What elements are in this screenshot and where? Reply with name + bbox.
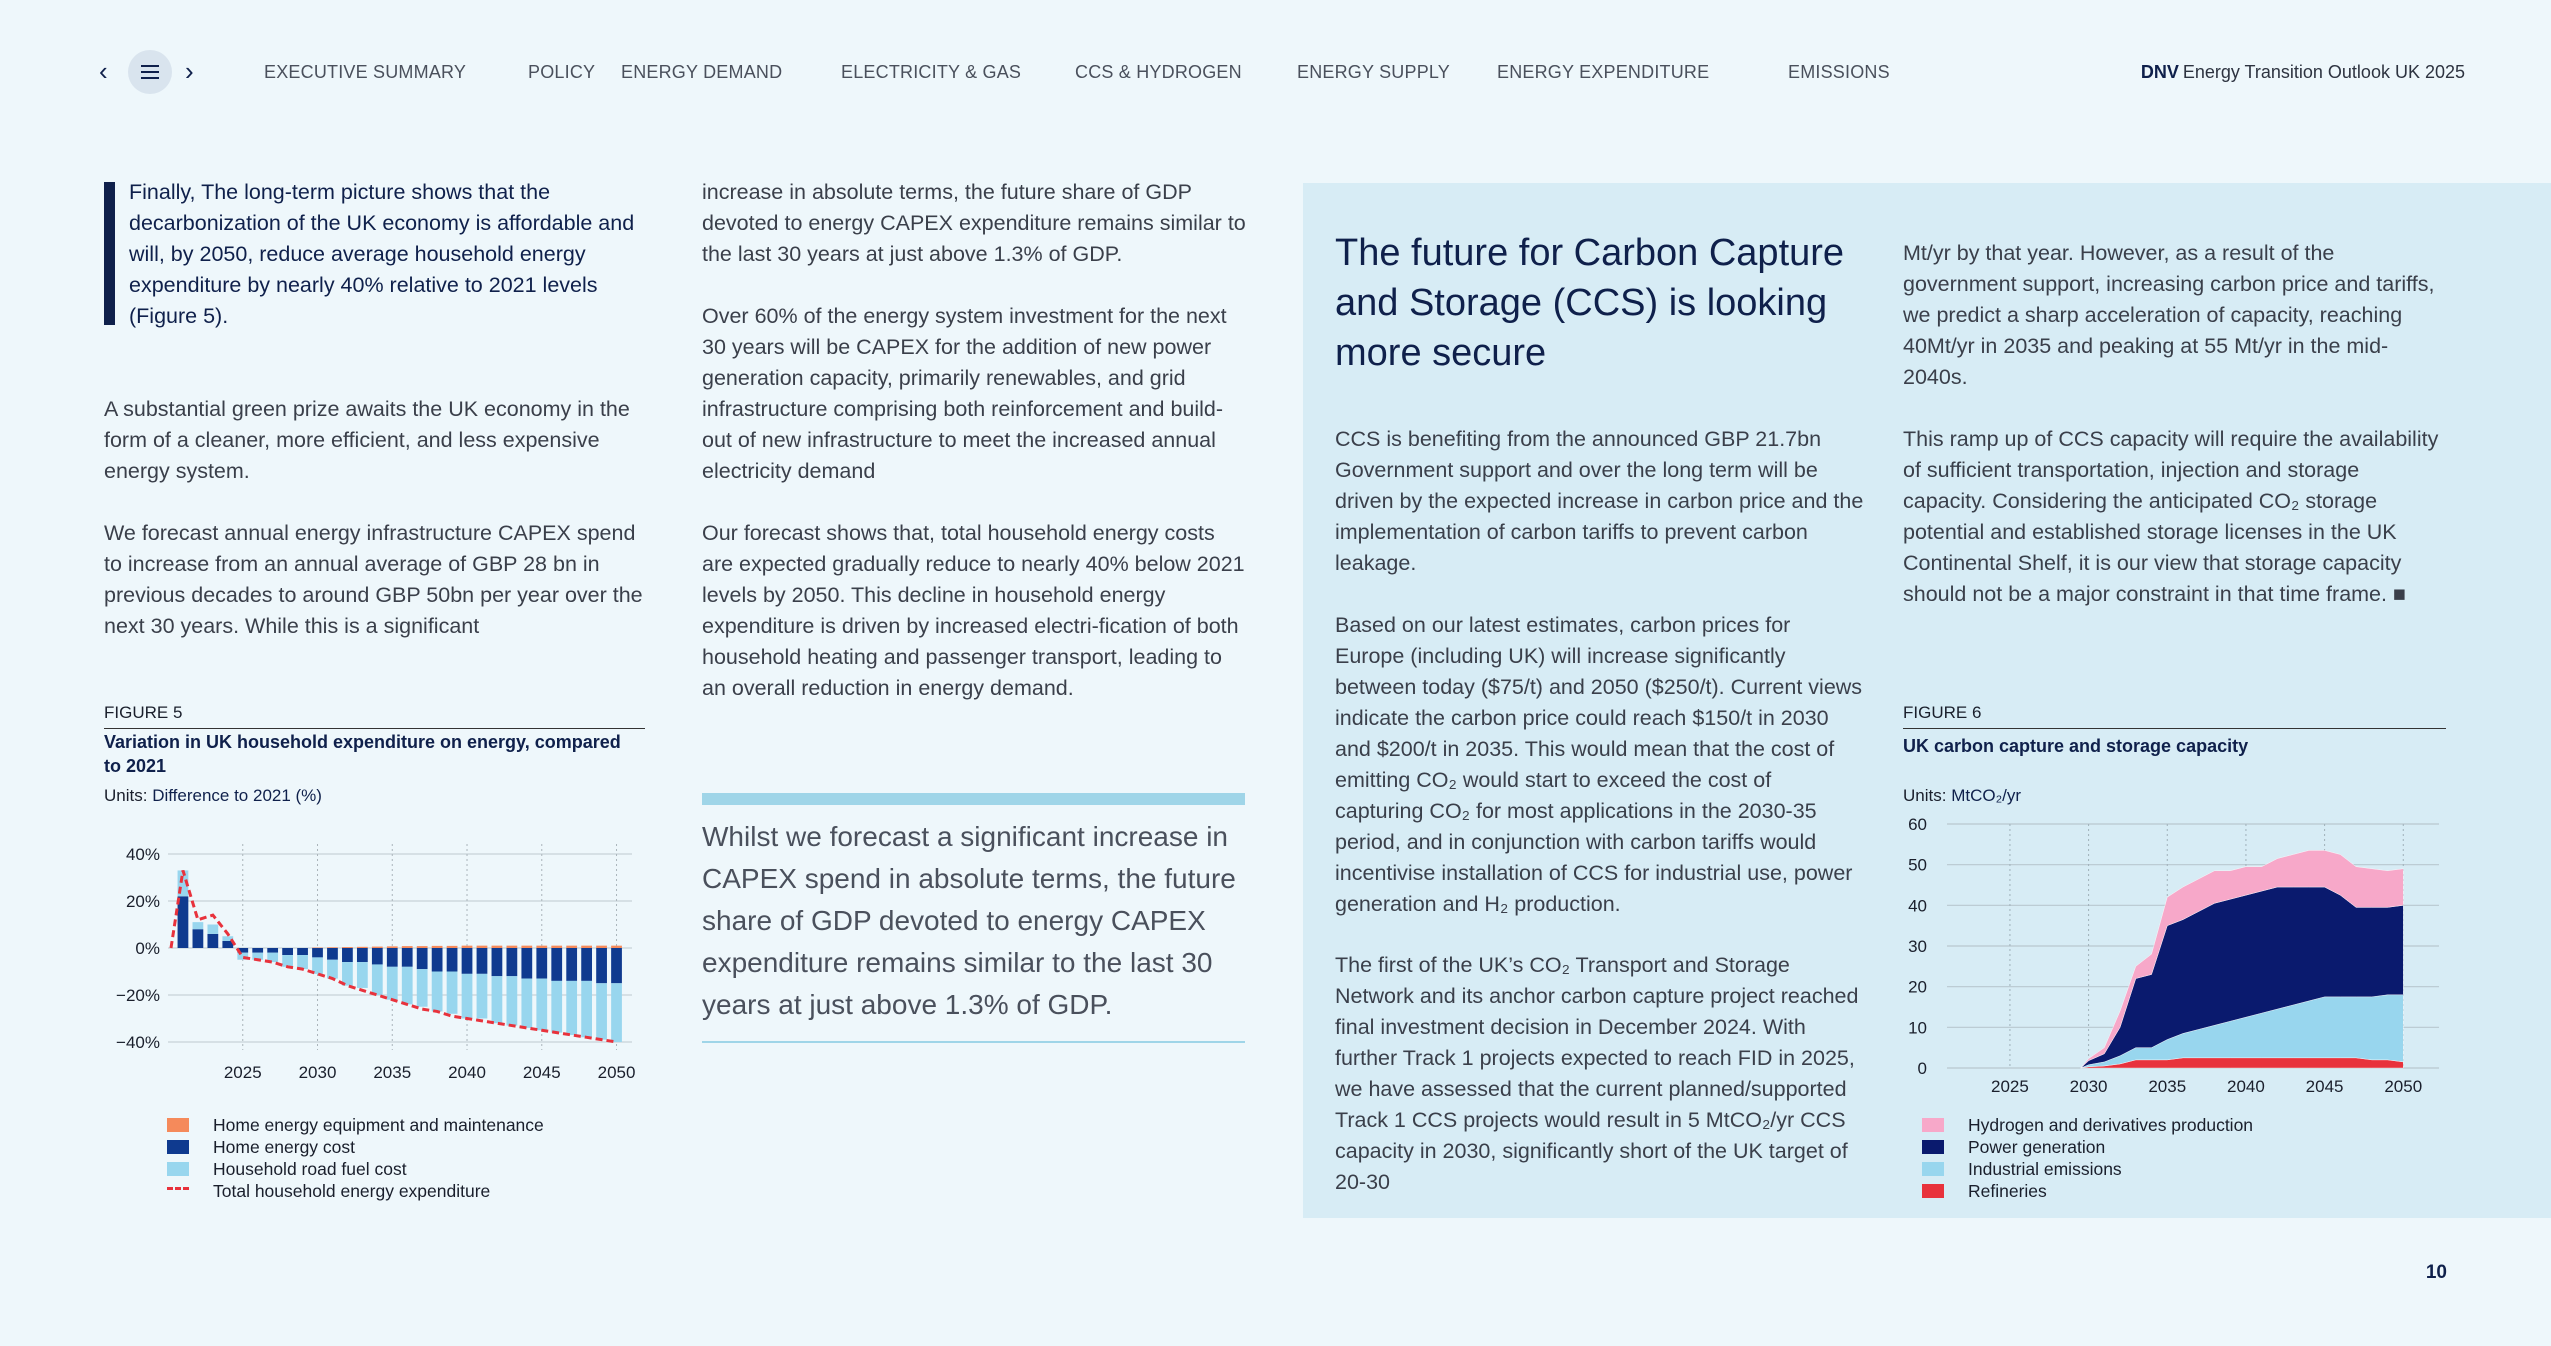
chevron-right-icon[interactable]: › bbox=[185, 56, 194, 86]
figure6-legend bbox=[1922, 1115, 2402, 1207]
legend-item: Home energy equipment and maintenance bbox=[213, 1115, 544, 1135]
bar-segment bbox=[252, 948, 263, 953]
bar-segment bbox=[327, 948, 338, 960]
x-tick-label: 2030 bbox=[298, 1063, 337, 1082]
figure6-chart bbox=[1903, 810, 2448, 1100]
legend-item: Home energy cost bbox=[213, 1137, 356, 1157]
bar-segment bbox=[327, 960, 338, 979]
brand-title[interactable] bbox=[2141, 62, 2465, 83]
bar-segment bbox=[611, 946, 622, 948]
bar-segment bbox=[207, 934, 218, 948]
figure5-label: FIGURE 5 bbox=[104, 703, 183, 722]
y-tick-label: 0% bbox=[135, 939, 160, 958]
col4-paragraph-1: Mt/yr by that year. However, as a result of the government support, increasing carbon price and tariffs, we predict a sharp acceleration of capacity, reaching 40Mt/yr in 2035 and peaking at 55 Mt/yr in the mid-2040s. bbox=[1903, 241, 2435, 389]
bar-segment bbox=[492, 946, 503, 948]
bar-segment bbox=[611, 983, 622, 1042]
col1-paragraph-2: We forecast annual energy infrastructure CAPEX spend to increase from an annual average of GBP 28 bn in previous decades to around GBP 50bn per year over the next 30 years. While this is a significant bbox=[104, 521, 643, 638]
bar-segment bbox=[357, 948, 368, 962]
bar-segment bbox=[282, 955, 293, 967]
y-tick-label: 10 bbox=[1908, 1018, 1927, 1038]
bar-segment bbox=[566, 948, 577, 981]
col1-paragraph-1: A substantial green prize awaits the UK economy in the form of a cleaner, more efficient, and less expensive energy system. bbox=[104, 397, 630, 483]
bar-segment bbox=[297, 948, 308, 955]
col3-paragraph-1: CCS is benefiting from the announced GBP 21.7bn Government support and over the long term will be driven by the expected increase in carbon price and the implementation of carbon tariffs to prevent carbon leakage. bbox=[1335, 427, 1864, 575]
bar-segment bbox=[536, 946, 547, 948]
bar-segment bbox=[207, 925, 218, 934]
pullquote-top-rule bbox=[702, 793, 1245, 805]
y-tick-label: 20 bbox=[1908, 977, 1927, 997]
legend-item: Total household energy expenditure bbox=[213, 1181, 491, 1201]
bar-segment bbox=[342, 948, 353, 962]
top-navigation bbox=[95, 50, 2465, 92]
bar-segment bbox=[581, 946, 592, 948]
y-tick-label: 20% bbox=[125, 892, 160, 911]
bar-segment bbox=[581, 948, 592, 981]
bar-segment bbox=[402, 948, 413, 967]
figure5-chart bbox=[104, 820, 649, 1100]
legend-item: Power generation bbox=[1968, 1137, 2106, 1157]
bar-segment bbox=[193, 922, 204, 929]
pullquote: Whilst we forecast a significant increase in CAPEX spend in absolute terms, the future share of GDP devoted to energy CAPEX expenditure remains similar to the last 30 years at just above 1.3% of GDP. bbox=[702, 821, 1236, 1020]
bar-segment bbox=[402, 967, 413, 1005]
bar-segment bbox=[193, 929, 204, 948]
x-tick-label: 2035 bbox=[2148, 1077, 2187, 1096]
bar-segment bbox=[447, 948, 458, 972]
bar-segment bbox=[312, 948, 323, 957]
quote-accent-bar bbox=[104, 182, 115, 325]
tab-policy[interactable]: POLICY bbox=[528, 62, 596, 82]
x-tick-label: 2045 bbox=[2305, 1077, 2344, 1096]
bar-segment bbox=[506, 976, 517, 1025]
y-tick-label: 30 bbox=[1908, 937, 1927, 956]
bar-segment bbox=[551, 946, 562, 948]
bar-segment bbox=[357, 962, 368, 988]
x-tick-label: 2030 bbox=[2069, 1077, 2108, 1096]
x-tick-label: 2040 bbox=[448, 1063, 486, 1082]
col2-paragraph-1: increase in absolute terms, the future share of GDP devoted to energy CAPEX expenditure remains similar to the last 30 years at just above 1.3% of GDP. bbox=[702, 180, 1246, 266]
bar-segment bbox=[417, 946, 428, 948]
dnv-logo: DNV bbox=[2140, 62, 2179, 82]
bar-segment bbox=[566, 981, 577, 1035]
bar-segment bbox=[432, 972, 443, 1012]
figure5-rule bbox=[104, 728, 645, 729]
figure5-title: Variation in UK household expenditure on energy, compared to 2021 bbox=[104, 732, 621, 776]
legend-swatch-power bbox=[1922, 1140, 1944, 1154]
col2-paragraph-3: Our forecast shows that, total household energy costs are expected gradually reduce to nearly 40% below 2021 levels by 2050. This decline in household energy expenditure is driven by increased electri-fication of both household heating and passenger transport, leading to an overall reduction in energy demand. bbox=[702, 521, 1245, 700]
tab-energy-supply[interactable]: ENERGY SUPPLY bbox=[1297, 62, 1450, 82]
tab-energy-expenditure[interactable]: ENERGY EXPENDITURE bbox=[1497, 62, 1710, 82]
legend-swatch-home-energy bbox=[167, 1140, 189, 1154]
figure6-label: FIGURE 6 bbox=[1903, 703, 1982, 722]
bar-segment bbox=[536, 948, 547, 979]
bar-segment bbox=[267, 948, 278, 953]
bar-segment bbox=[551, 948, 562, 981]
figure5-legend bbox=[167, 1115, 647, 1207]
legend-swatch-refineries bbox=[1922, 1184, 1944, 1198]
legend-swatch-hydrogen bbox=[1922, 1118, 1944, 1132]
y-tick-label: −40% bbox=[116, 1033, 160, 1052]
figure6-units: Units: MtCO₂/yr bbox=[1903, 786, 2022, 805]
bar-segment bbox=[372, 948, 383, 964]
bar-segment bbox=[342, 947, 353, 948]
bar-segment bbox=[596, 983, 607, 1039]
bar-segment bbox=[581, 981, 592, 1037]
legend-swatch-industrial bbox=[1922, 1162, 1944, 1176]
legend-item: Hydrogen and derivatives production bbox=[1968, 1115, 2254, 1135]
bar-segment bbox=[447, 972, 458, 1014]
x-tick-label: 2050 bbox=[2384, 1077, 2423, 1096]
bar-segment bbox=[477, 946, 488, 948]
bar-segment bbox=[387, 946, 398, 948]
bar-segment bbox=[596, 948, 607, 983]
bar-segment bbox=[521, 979, 532, 1028]
bar-segment bbox=[372, 964, 383, 995]
bar-segment bbox=[506, 948, 517, 976]
bar-segment bbox=[327, 947, 338, 948]
figure6-title: UK carbon capture and storage capacity bbox=[1903, 736, 2249, 756]
legend-item: Industrial emissions bbox=[1968, 1159, 2122, 1179]
bar-segment bbox=[357, 947, 368, 948]
ccs-heading: The future for Carbon Capture and Storage (CCS) is looking more secure bbox=[1335, 232, 1845, 374]
legend-swatch-total bbox=[167, 1187, 189, 1190]
col3-paragraph-2: Based on our latest estimates, carbon prices for Europe (including UK) will increase significantly between today ($75/t) and 2050 ($250/t). Current views indicate the carbon price could reach $150/t in 2030 and $200/t in 2035. This would mean that the cost of emitting CO₂ would start to exceed the cost of capturing CO₂ for most applications in the 2030-35 period, and in conjunction with carbon tariffs would incentivise installation of CCS for industrial use, power generation and H₂ production. bbox=[1335, 613, 1863, 916]
y-tick-label: −20% bbox=[116, 986, 160, 1005]
x-tick-label: 2050 bbox=[597, 1063, 636, 1082]
bar-segment bbox=[312, 948, 323, 949]
col2-paragraph-2: Over 60% of the energy system investment for the next 30 years will be CAPEX for the addition of new power generation capacity, primarily renewables, and grid infrastructure comprising both reinforcement and build-out of new infrastructure to meet the increased annual electricity demand bbox=[702, 304, 1227, 483]
tab-executive-summary[interactable]: EXECUTIVE SUMMARY bbox=[264, 62, 467, 82]
bar-segment bbox=[596, 946, 607, 948]
bar-segment bbox=[462, 946, 473, 948]
pullquote-bottom-rule bbox=[702, 1041, 1245, 1043]
bar-segment bbox=[462, 974, 473, 1019]
x-tick-label: 2025 bbox=[1991, 1077, 2029, 1096]
col4-paragraph-2: This ramp up of CCS capacity will require the availability of sufficient transportation, injection and storage capacity. Considering the anticipated CO₂ storage potential and established storage licenses in the UK Continental Shelf, it is our view that storage capacity should not be a major constraint in that time frame. ■ bbox=[1903, 427, 2439, 606]
bar-segment bbox=[432, 948, 443, 972]
bar-segment bbox=[387, 948, 398, 967]
bar-segment bbox=[432, 946, 443, 948]
bar-segment bbox=[611, 948, 622, 983]
bar-segment bbox=[417, 969, 428, 1007]
bar-segment bbox=[536, 979, 547, 1031]
bar-segment bbox=[282, 948, 293, 955]
y-tick-label: 0 bbox=[1917, 1059, 1927, 1078]
x-tick-label: 2035 bbox=[373, 1063, 412, 1082]
y-tick-label: 40% bbox=[125, 845, 160, 864]
legend-item: Household road fuel cost bbox=[213, 1159, 407, 1179]
highlight-quote: Finally, The long-term picture shows that the decarbonization of the UK economy is affordable and will, by 2050, reduce average household energy expenditure by nearly 40% relative to 2021 levels (Figure 5). bbox=[129, 180, 635, 328]
bar-segment bbox=[477, 948, 488, 974]
bar-segment bbox=[402, 946, 413, 948]
bar-segment bbox=[417, 948, 428, 969]
bar-segment bbox=[387, 967, 398, 1000]
page-number: 10 bbox=[2425, 1262, 2447, 1283]
tab-ccs-hydrogen[interactable]: CCS & HYDROGEN bbox=[1075, 62, 1242, 82]
bar-segment bbox=[492, 976, 503, 1023]
legend-swatch-equipment bbox=[167, 1118, 189, 1132]
bar-segment bbox=[477, 974, 488, 1019]
bar-segment bbox=[492, 948, 503, 976]
x-tick-label: 2040 bbox=[2227, 1077, 2265, 1096]
legend-swatch-road-fuel bbox=[167, 1162, 189, 1176]
tab-emissions[interactable]: EMISSIONS bbox=[1788, 62, 1890, 82]
figure5-units: Units: Difference to 2021 (%) bbox=[104, 786, 322, 805]
bar-segment bbox=[462, 948, 473, 974]
bar-segment bbox=[521, 948, 532, 979]
col3-paragraph-3: The first of the UK’s CO₂ Transport and Storage Network and its anchor carbon capture project reached final investment decision in December 2024. With further Track 1 projects expected to reach FID in 2025, we have assessed that the current planned/supported Track 1 CCS projects would result in 5 MtCO₂/yr CCS capacity in 2030, significantly short of the UK target of 20-30 bbox=[1335, 953, 1859, 1194]
x-tick-label: 2025 bbox=[223, 1063, 262, 1082]
menu-icon[interactable] bbox=[128, 50, 172, 94]
y-tick-label: 50 bbox=[1908, 855, 1927, 875]
tab-energy-demand[interactable]: ENERGY DEMAND bbox=[621, 62, 783, 82]
bar-segment bbox=[372, 947, 383, 948]
bar-segment bbox=[342, 962, 353, 986]
bar-segment bbox=[551, 981, 562, 1033]
bar-segment bbox=[297, 955, 308, 969]
tab-electricity-gas[interactable]: ELECTRICITY & GAS bbox=[841, 62, 1022, 82]
bar-segment bbox=[566, 946, 577, 948]
bar-segment bbox=[521, 946, 532, 948]
x-tick-label: 2045 bbox=[522, 1063, 561, 1082]
report-title: Energy Transition Outlook UK 2025 bbox=[2182, 62, 2465, 82]
legend-item: Refineries bbox=[1968, 1181, 2047, 1201]
bar-segment bbox=[447, 946, 458, 948]
bar-segment bbox=[506, 946, 517, 948]
y-tick-label: 60 bbox=[1908, 815, 1927, 834]
y-tick-label: 40 bbox=[1908, 896, 1927, 916]
figure6-rule bbox=[1903, 728, 2446, 729]
chevron-left-icon[interactable]: ‹ bbox=[99, 56, 108, 86]
